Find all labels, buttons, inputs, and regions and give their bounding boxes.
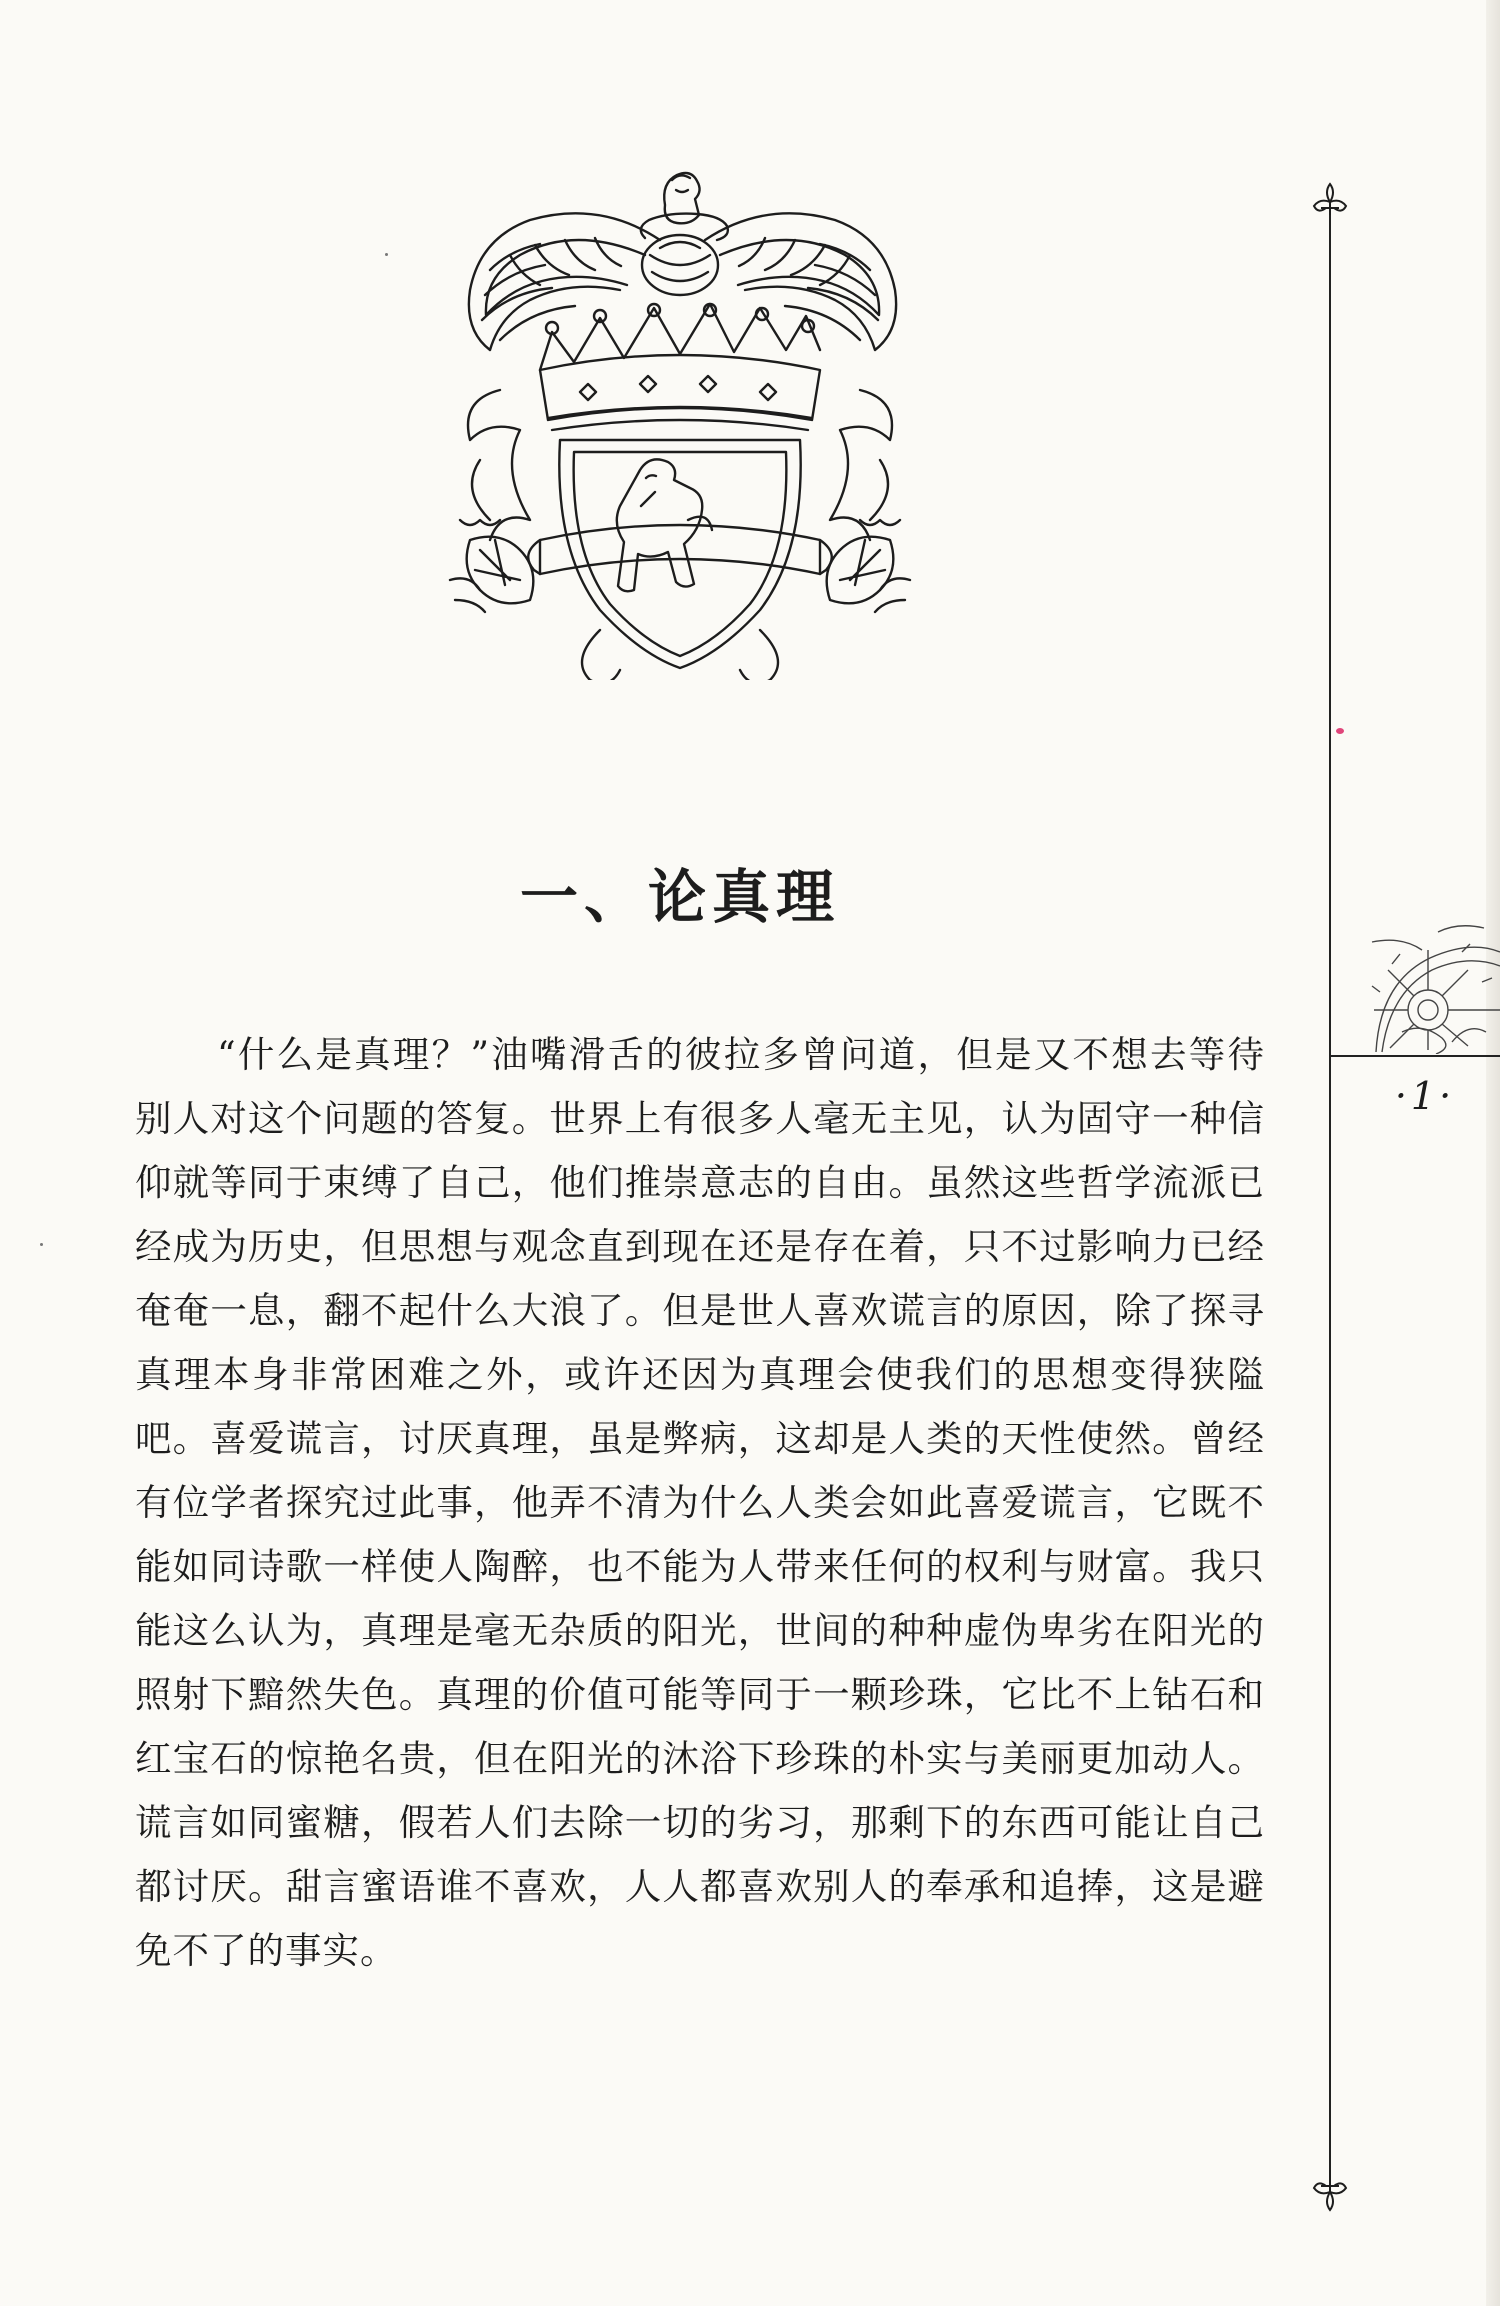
ink-spot xyxy=(1336,728,1344,734)
paper-speck xyxy=(385,253,388,256)
paper-speck xyxy=(40,1243,43,1246)
page-number: ·1· xyxy=(1394,1074,1456,1118)
margin-rule xyxy=(1329,215,1331,2190)
body-paragraph: “什么是真理？”油嘴滑舌的彼拉多曾问道，但是又不想去等待别人对这个问题的答复。世界上有很多人毫无主见，认为固守一种信仰就等同于束缚了自己，他们推崇意志的自由。虽然这些哲学流派已经成为历史，但思想与观念直到现在还是存在着，只不过影响力已经奄奄一息，翻不起什么大浪了。但是世人喜欢谎言的原因，除了探寻真理本身非常困难之外，或许还因为真理会使我们的思想变得狭隘吧。喜爱谎言，讨厌真理，虽是弊病，这却是人类的天性使然。曾经有位学者探究过此事，他弄不清为什么人类会如此喜爱谎言，它既不能如同诗歌一样使人陶醉，也不能为人带来任何的权利与财富。我只能这么认为，真理是毫无杂质的阳光，世间的种种虚伪卑劣在阳光的照射下黯然失色。真理的价值可能等同于一颗珍珠，它比不上钻石和红宝石的惊艳名贵，但在阳光的沐浴下珍珠的朴实与美丽更加动人。谎言如同蜜糖，假若人们去除一切的劣习，那剩下的东西可能让自己都讨厌。甜言蜜语谁不喜欢，人人都喜欢别人的奉承和追捧，这是避免不了的事实。 xyxy=(135,1033,1265,1972)
sun-rays-ornament xyxy=(1362,902,1500,1054)
page-edge xyxy=(1486,0,1500,2306)
heraldic-crest-illustration xyxy=(440,160,920,680)
fleur-de-lis-icon xyxy=(1307,2168,1353,2214)
margin-tab-rule xyxy=(1331,1055,1500,1057)
chapter-title: 一、论真理 xyxy=(519,863,840,931)
